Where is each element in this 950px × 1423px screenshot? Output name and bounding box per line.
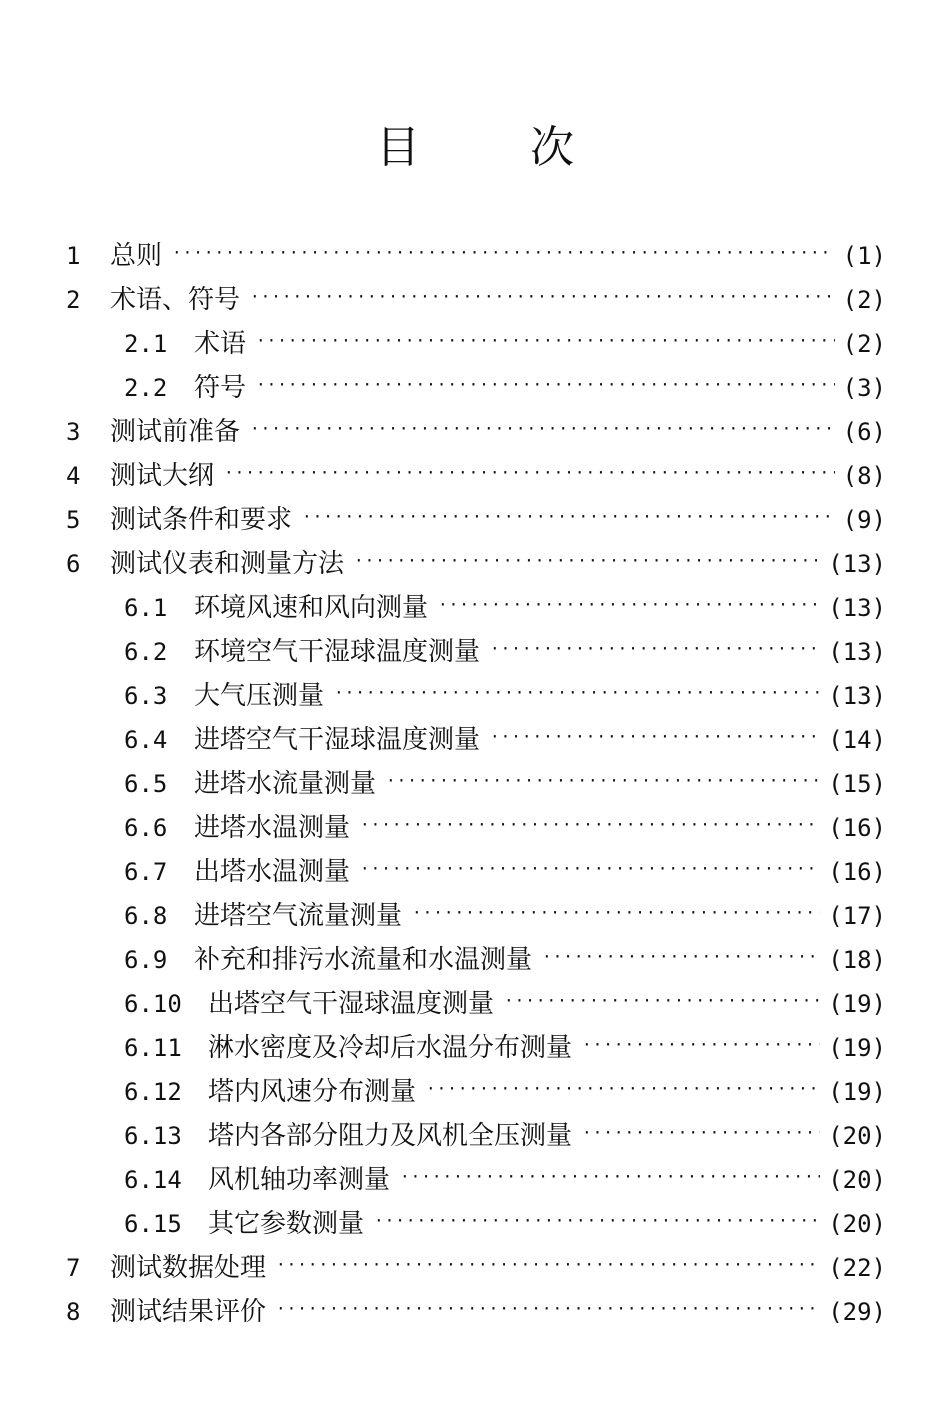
toc-entry-page: (1) xyxy=(842,242,886,270)
toc-entry-page: (13) xyxy=(828,682,886,710)
toc-entry-page: (13) xyxy=(828,594,886,622)
toc-entry-title: 符号 xyxy=(194,373,247,403)
toc-entry[interactable] xyxy=(66,410,886,454)
toc-entry-title: 环境空气干湿球温度测量 xyxy=(194,637,481,667)
toc-entry[interactable] xyxy=(66,366,886,410)
toc-entry-title: 进塔水流量测量 xyxy=(194,769,377,799)
toc-entry-title: 淋水密度及冷却后水温分布测量 xyxy=(208,1033,573,1063)
toc-entry-title: 出塔水温测量 xyxy=(194,857,351,887)
toc-entry[interactable] xyxy=(66,1026,886,1070)
toc-leader-dots xyxy=(256,363,835,407)
toc-entry-number: 6.10 xyxy=(124,990,182,1018)
toc-entry-number: 3 xyxy=(66,418,81,446)
toc-entry-title: 出塔空气干湿球温度测量 xyxy=(208,989,495,1019)
toc-entry-title: 术语 xyxy=(194,329,247,359)
toc-entry[interactable] xyxy=(66,938,886,982)
toc-entry[interactable] xyxy=(66,586,886,630)
toc-entry-page: (20) xyxy=(828,1166,886,1194)
toc-entry-title: 进塔水温测量 xyxy=(194,813,351,843)
title-char-1: 目 xyxy=(376,122,420,173)
toc-leader-dots xyxy=(172,231,835,275)
toc-entry[interactable] xyxy=(66,1290,886,1334)
toc-entry[interactable] xyxy=(66,322,886,366)
toc-entry-number: 6.4 xyxy=(124,726,168,754)
toc-entry-number: 6.2 xyxy=(124,638,168,666)
toc-entry-number: 6.6 xyxy=(124,814,168,842)
toc-entry-page: (18) xyxy=(828,946,886,974)
toc-entry[interactable] xyxy=(66,454,886,498)
toc-entry-number: 6.5 xyxy=(124,770,168,798)
toc-leader-dots xyxy=(360,847,820,891)
toc-entry-page: (20) xyxy=(828,1210,886,1238)
toc-entry-title: 补充和排污水流量和水温测量 xyxy=(194,945,533,975)
toc-entry-title: 进塔空气干湿球温度测量 xyxy=(194,725,481,755)
toc-entry-number: 7 xyxy=(66,1254,81,1282)
toc-entry-page: (3) xyxy=(842,374,886,402)
toc-leader-dots xyxy=(256,319,835,363)
toc-entry-page: (16) xyxy=(828,858,886,886)
toc-leader-dots xyxy=(334,671,820,715)
toc-entry[interactable] xyxy=(66,1158,886,1202)
toc-leader-dots xyxy=(400,1155,820,1199)
toc-leader-dots xyxy=(374,1199,820,1243)
toc-entry-page: (19) xyxy=(828,1078,886,1106)
toc-leader-dots xyxy=(542,935,820,979)
toc-entry-page: (19) xyxy=(828,1034,886,1062)
toc-entry-number: 5 xyxy=(66,506,81,534)
toc-entry[interactable] xyxy=(66,1070,886,1114)
toc-entry[interactable] xyxy=(66,762,886,806)
toc-entry-number: 6.9 xyxy=(124,946,168,974)
toc-entry-number: 4 xyxy=(66,462,81,490)
toc-entry-title: 大气压测量 xyxy=(194,681,325,711)
toc-entry-number: 1 xyxy=(66,242,81,270)
toc-entry-title: 总则 xyxy=(110,241,163,271)
toc-leader-dots xyxy=(360,803,820,847)
toc-entry[interactable] xyxy=(66,542,886,586)
toc-entry-title: 测试前准备 xyxy=(110,417,241,447)
toc-entry-page: (19) xyxy=(828,990,886,1018)
toc-entry-number: 8 xyxy=(66,1298,81,1326)
toc-entry-title: 塔内各部分阻力及风机全压测量 xyxy=(208,1121,573,1151)
toc-entry[interactable] xyxy=(66,718,886,762)
toc-entry[interactable] xyxy=(66,234,886,278)
toc-entry-page: (13) xyxy=(828,638,886,666)
toc-entry-number: 6.3 xyxy=(124,682,168,710)
toc-entry[interactable] xyxy=(66,894,886,938)
toc-entry-title: 测试结果评价 xyxy=(110,1297,267,1327)
toc-entry-number: 6.1 xyxy=(124,594,168,622)
toc-entry-number: 6.11 xyxy=(124,1034,182,1062)
toc-leader-dots xyxy=(302,495,835,539)
toc-entry-page: (2) xyxy=(842,286,886,314)
toc-leader-dots xyxy=(386,759,820,803)
toc-entry-title: 术语、符号 xyxy=(110,285,241,315)
toc-entry-title: 测试条件和要求 xyxy=(110,505,293,535)
toc-entry-number: 6.8 xyxy=(124,902,168,930)
toc-leader-dots xyxy=(354,539,820,583)
toc-leader-dots xyxy=(250,407,835,451)
toc-entry-number: 6.12 xyxy=(124,1078,182,1106)
toc-entry-number: 6.14 xyxy=(124,1166,182,1194)
toc-entry-page: (13) xyxy=(828,550,886,578)
toc-entry-title: 测试数据处理 xyxy=(110,1253,267,1283)
toc-entry-title: 进塔空气流量测量 xyxy=(194,901,403,931)
toc-leader-dots xyxy=(504,979,820,1023)
toc-leader-dots xyxy=(582,1023,820,1067)
toc-leader-dots xyxy=(276,1243,820,1287)
toc-leader-dots xyxy=(490,715,820,759)
toc-entry[interactable] xyxy=(66,1202,886,1246)
toc-entry-number: 2 xyxy=(66,286,81,314)
toc-leader-dots xyxy=(426,1067,820,1111)
toc-entry-number: 6.7 xyxy=(124,858,168,886)
toc-entry-page: (6) xyxy=(842,418,886,446)
toc-leader-dots xyxy=(490,627,820,671)
table-of-contents xyxy=(66,234,886,1334)
toc-leader-dots xyxy=(224,451,835,495)
toc-entry[interactable] xyxy=(66,1246,886,1290)
toc-entry-title: 测试仪表和测量方法 xyxy=(110,549,345,579)
toc-entry-page: (8) xyxy=(842,462,886,490)
toc-entry-number: 6.15 xyxy=(124,1210,182,1238)
toc-entry-page: (20) xyxy=(828,1122,886,1150)
toc-entry[interactable] xyxy=(66,498,886,542)
toc-entry[interactable] xyxy=(66,806,886,850)
toc-entry[interactable] xyxy=(66,278,886,322)
toc-leader-dots xyxy=(438,583,820,627)
toc-leader-dots xyxy=(250,275,835,319)
toc-entry-page: (9) xyxy=(842,506,886,534)
toc-entry-number: 2.1 xyxy=(124,330,168,358)
toc-entry-page: (2) xyxy=(842,330,886,358)
toc-entry[interactable] xyxy=(66,982,886,1026)
toc-entry-number: 6 xyxy=(66,550,81,578)
toc-entry-page: (14) xyxy=(828,726,886,754)
toc-entry-page: (17) xyxy=(828,902,886,930)
toc-entry-page: (29) xyxy=(828,1298,886,1326)
title-char-2: 次 xyxy=(530,122,574,173)
toc-entry-page: (16) xyxy=(828,814,886,842)
toc-leader-dots xyxy=(582,1111,820,1155)
toc-entry-title: 塔内风速分布测量 xyxy=(208,1077,417,1107)
toc-entry-page: (15) xyxy=(828,770,886,798)
toc-entry[interactable] xyxy=(66,850,886,894)
toc-entry-title: 风机轴功率测量 xyxy=(208,1165,391,1195)
toc-leader-dots xyxy=(412,891,820,935)
toc-entry-title: 测试大纲 xyxy=(110,461,215,491)
page-title xyxy=(0,118,950,178)
toc-entry-page: (22) xyxy=(828,1254,886,1282)
toc-entry-number: 2.2 xyxy=(124,374,168,402)
toc-leader-dots xyxy=(276,1287,820,1331)
toc-entry[interactable] xyxy=(66,630,886,674)
toc-entry[interactable] xyxy=(66,674,886,718)
toc-entry-title: 环境风速和风向测量 xyxy=(194,593,429,623)
toc-entry-title: 其它参数测量 xyxy=(208,1209,365,1239)
toc-entry[interactable] xyxy=(66,1114,886,1158)
toc-entry-number: 6.13 xyxy=(124,1122,182,1150)
